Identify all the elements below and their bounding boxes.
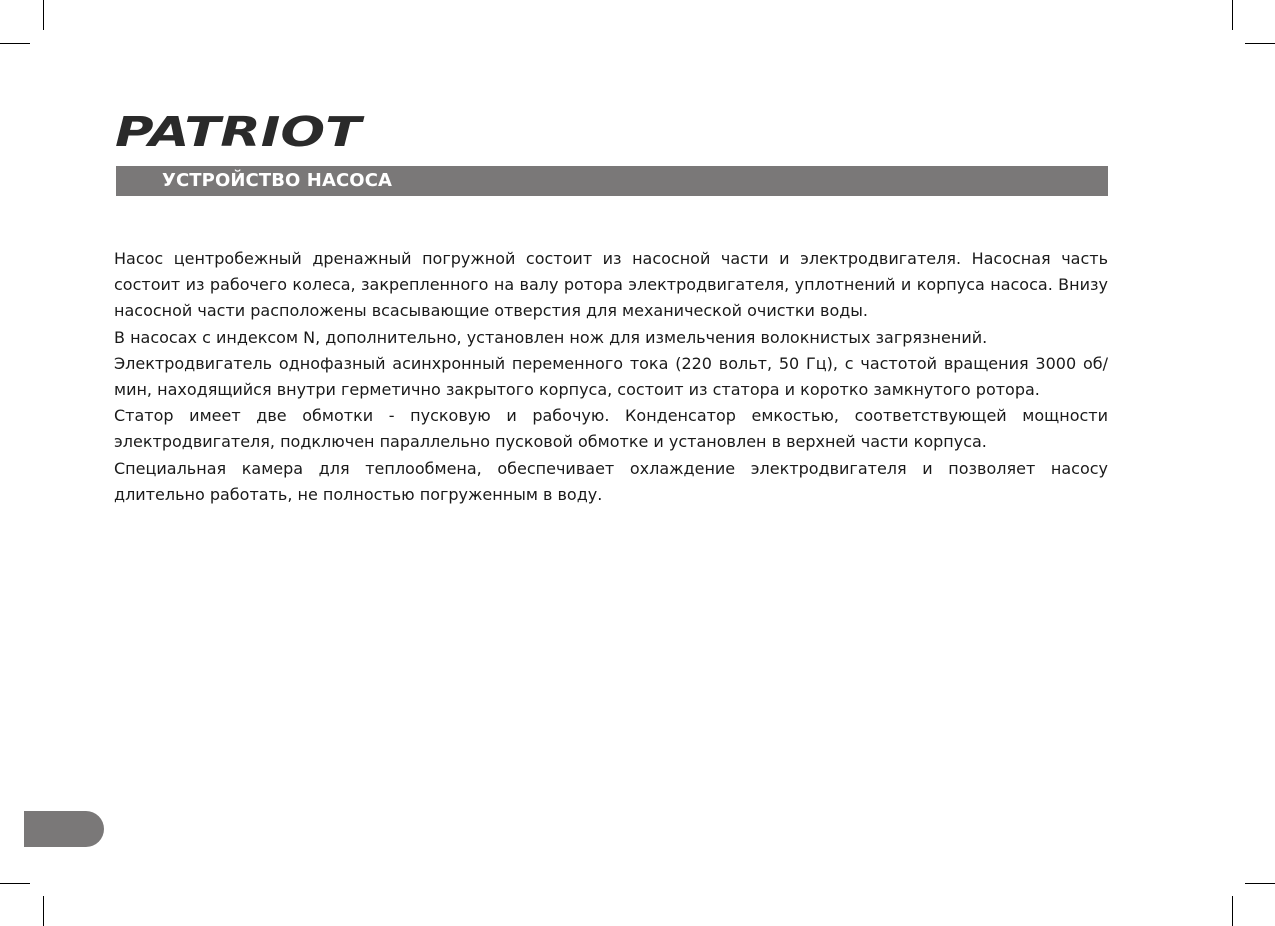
crop-mark-top-left-horizontal [0, 43, 30, 44]
crop-mark-bottom-right-vertical [1232, 896, 1233, 926]
crop-mark-bottom-left-horizontal [0, 883, 30, 884]
paragraph-cooling: Специальная камера для теплообмена, обеспечивает охлаждение электродвигателя и позволяет насосу длительно работать, не полностью погруженным в воду. [114, 458, 1108, 504]
crop-mark-top-left-vertical [43, 0, 44, 30]
paragraph-knife: В насосах с индексом N, дополнительно, установлен нож для измельчения волокнистых загрязнений. [114, 327, 988, 347]
patriot-logo [113, 112, 365, 152]
page-number-tab [24, 811, 104, 847]
crop-mark-bottom-right-horizontal [1245, 883, 1275, 884]
section-title: УСТРОЙСТВО НАСОСА [162, 170, 393, 191]
logo-text: PATRIOT [115, 112, 365, 152]
paragraph-motor: Электродвигатель однофазный асинхронный переменного тока (220 вольт, 50 Гц), с частотой вращения 3000 об/мин, находящийся внутри герметично закрытого корпуса, состоит из статора и коротко замкнутого ротора. [114, 353, 1108, 400]
paragraph-stator: Статор имеет две обмотки - пусковую и рабочую. Конденсатор емкостью, соответствующей мощности электродвигателя, подключен параллельно пусковой обмотке и установлен в верхней части корпуса. [114, 406, 1108, 452]
crop-mark-top-right-horizontal [1245, 43, 1275, 44]
paragraph-pump-structure: Насос центробежный дренажный погружной состоит из насосной части и электродвигателя. Насосная часть состоит из рабочего колеса, закрепленного на валу ротора электродвигателя, уплотнений и корпуса насоса. Внизу насосной части расположены всасывающие отверстия для механической очистки воды. [114, 249, 1108, 321]
section-header-bar [116, 166, 1108, 196]
body-text [114, 246, 1108, 508]
crop-mark-top-right-vertical [1232, 0, 1233, 30]
crop-mark-bottom-left-vertical [43, 896, 44, 926]
